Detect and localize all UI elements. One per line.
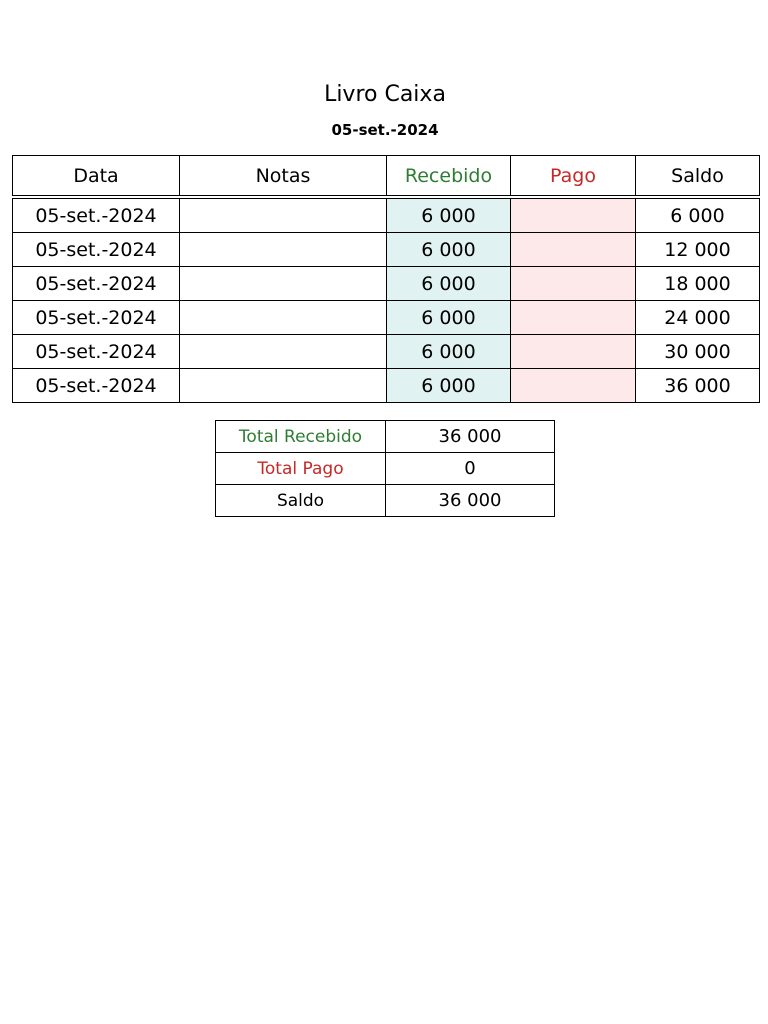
total-pago-value: 0 bbox=[386, 453, 555, 485]
cell-notas bbox=[180, 369, 387, 403]
cell-saldo: 36 000 bbox=[636, 369, 760, 403]
cell-saldo: 12 000 bbox=[636, 233, 760, 267]
cell-data: 05-set.-2024 bbox=[13, 301, 180, 335]
cell-pago bbox=[511, 335, 636, 369]
cell-saldo: 18 000 bbox=[636, 267, 760, 301]
cell-recebido: 6 000 bbox=[387, 199, 511, 233]
cell-notas bbox=[180, 335, 387, 369]
cell-pago bbox=[511, 199, 636, 233]
cell-notas bbox=[180, 233, 387, 267]
saldo-value: 36 000 bbox=[386, 485, 555, 517]
column-header-data: Data bbox=[13, 156, 180, 196]
page-date: 05-set.-2024 bbox=[331, 121, 439, 139]
cell-saldo: 6 000 bbox=[636, 199, 760, 233]
totals-table bbox=[215, 420, 555, 517]
saldo-label: Saldo bbox=[216, 485, 386, 517]
cell-data: 05-set.-2024 bbox=[13, 267, 180, 301]
total-recebido-label: Total Recebido bbox=[216, 421, 386, 453]
table-row bbox=[13, 267, 760, 301]
cell-notas bbox=[180, 301, 387, 335]
cell-data: 05-set.-2024 bbox=[13, 335, 180, 369]
cell-recebido: 6 000 bbox=[387, 301, 511, 335]
cell-recebido: 6 000 bbox=[387, 369, 511, 403]
table-row bbox=[13, 369, 760, 403]
cell-data: 05-set.-2024 bbox=[13, 199, 180, 233]
totals-row-pago bbox=[216, 453, 555, 485]
table-row bbox=[13, 199, 760, 233]
column-header-saldo: Saldo bbox=[636, 156, 760, 196]
cell-recebido: 6 000 bbox=[387, 335, 511, 369]
total-recebido-value: 36 000 bbox=[386, 421, 555, 453]
column-header-pago: Pago bbox=[511, 156, 636, 196]
column-header-notas: Notas bbox=[180, 156, 387, 196]
column-header-recebido: Recebido bbox=[387, 156, 511, 196]
cell-notas bbox=[180, 199, 387, 233]
table-row bbox=[13, 335, 760, 369]
cell-data: 05-set.-2024 bbox=[13, 233, 180, 267]
totals-row-saldo bbox=[216, 485, 555, 517]
page-title: Livro Caixa bbox=[324, 82, 446, 107]
cell-pago bbox=[511, 267, 636, 301]
cell-saldo: 24 000 bbox=[636, 301, 760, 335]
cell-recebido: 6 000 bbox=[387, 233, 511, 267]
cell-saldo: 30 000 bbox=[636, 335, 760, 369]
cell-pago bbox=[511, 233, 636, 267]
ledger-header-row bbox=[13, 156, 760, 196]
cell-pago bbox=[511, 301, 636, 335]
cell-pago bbox=[511, 369, 636, 403]
cell-data: 05-set.-2024 bbox=[13, 369, 180, 403]
cell-notas bbox=[180, 267, 387, 301]
table-row bbox=[13, 233, 760, 267]
total-pago-label: Total Pago bbox=[216, 453, 386, 485]
ledger-table bbox=[12, 155, 760, 403]
table-row bbox=[13, 301, 760, 335]
totals-row-recebido bbox=[216, 421, 555, 453]
cell-recebido: 6 000 bbox=[387, 267, 511, 301]
